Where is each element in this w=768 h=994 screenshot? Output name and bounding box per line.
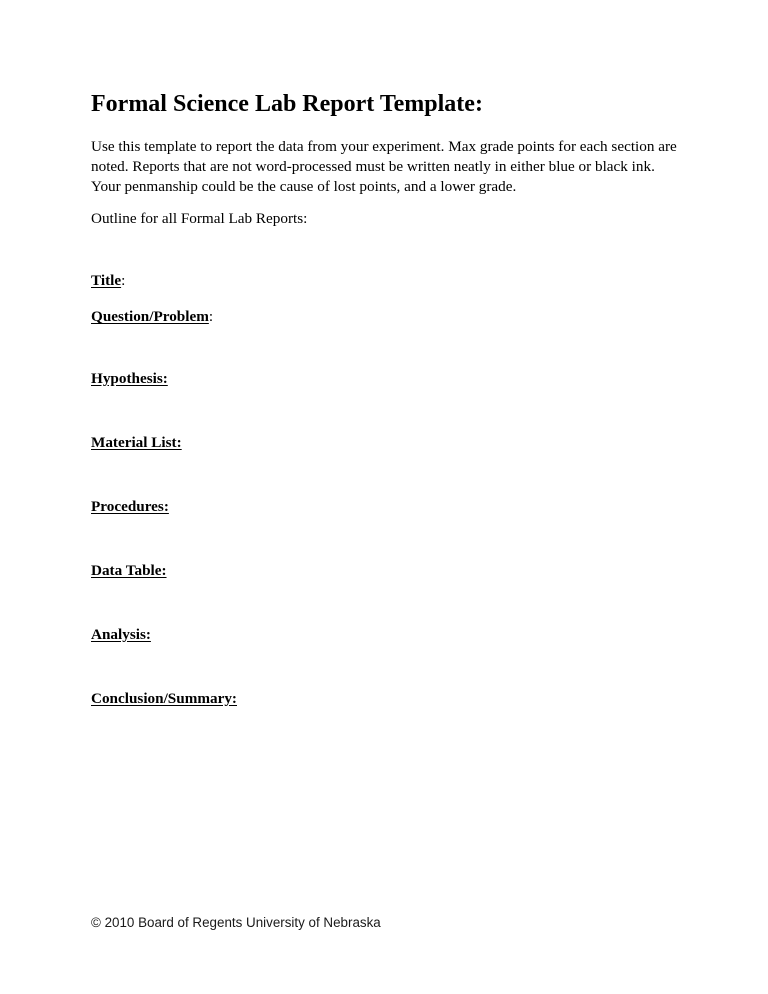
section-title [91,271,125,291]
intro-paragraph [91,137,691,197]
intro-line: Your penmanship could be the cause of lost points, and a lower grade. [91,178,517,195]
section-label: Data Table: [91,562,167,579]
section-material-list [91,433,182,453]
section-suffix: : [121,272,126,289]
section-analysis [91,625,151,645]
intro-line: Use this template to report the data from your experiment. Max grade points for each section are [91,138,677,155]
section-procedures [91,497,169,517]
section-label: Material List: [91,434,182,451]
section-hypothesis [91,369,168,389]
section-label: Procedures: [91,498,169,515]
section-label: Analysis: [91,626,151,643]
section-label: Title [91,272,122,289]
section-label: Conclusion/Summary: [91,690,237,707]
outline-intro: Outline for all Formal Lab Reports: [91,210,308,227]
intro-line: noted. Reports that are not word-processed must be written neatly in either blue or black ink. [91,158,655,175]
section-label: Hypothesis: [91,370,168,387]
document-title: Formal Science Lab Report Template: [91,91,483,117]
section-data-table [91,561,167,581]
section-conclusion-summary [91,689,237,709]
section-suffix: : [208,308,214,325]
section-question-problem [91,307,213,327]
section-label: Question/Problem [91,308,209,325]
copyright-footer: © 2010 Board of Regents University of Nebraska [91,915,381,930]
